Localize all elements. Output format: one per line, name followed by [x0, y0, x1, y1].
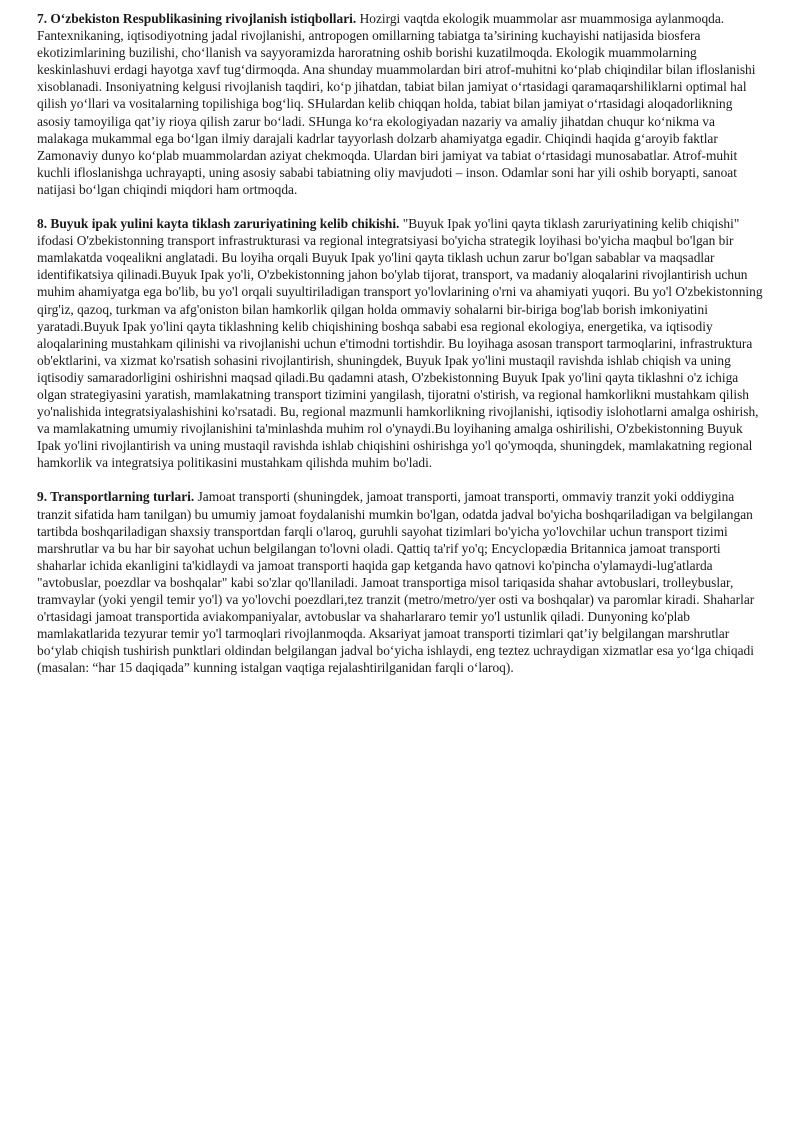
section-8-body: "Buyuk Ipak yo'lini qayta tiklash zaruriyatining kelib chiqishi" ifodasi O'zbekistonning transport infrastrukturasi va regional integratsiyasi bo'yicha strategik loyihasi bo'yicha maqbul bo'lgan bir mamlakatda voqealikni anglatadi. Bu loyiha orqali Buyuk Ipak yo'lini qayta tiklash uchun zarur bo'lgan sabablar va maqsadlar identifikatsiya qilinadi.Buyuk Ipak yo'li, O'zbekistonning jahon bo'ylab tijorat, transport, va madaniy aloqalarini rivojlantirish uchun muhim ahamiyatga ega bo'lib, bu yo'l orqali suyultiriladigan transport yo'lovlarining o'rni va ahamiyati yuqori. Bu yo'l O'zbekistonning qirg'iz, qazoq, turkman va afg'oniston bilan hamkorlik qilgan holda ommaviy sohalarni bir-biriga bog'lab borish imkoniyatini yaratadi.Buyuk Ipak yo'lini qayta tiklashning kelib chiqishining boshqa sababi esa regional ekologiya, energetika, va iqtisodiy aloqalarining mustahkam qilinishi va rivojlanishi uchun e'timodni tortishdir. Bu loyihaga asosan transport tarmoqlarini, infrastruktura ob'ektlarini, va xizmat ko'rsatish sohasini rivojlantirish, shuningdek, Buyuk Ipak yo'lini mustaqil ravishda ishlab chiqish va uning iqtisodiy samaradorligini oshirishni maqsad qiladi.Bu qadamni atash, O'zbekistonning Buyuk Ipak yo'lini qayta tiklashni o'z ichiga olgan strategiyasini yaratish, mamlakatning transport tizimini yangilash, tijoratni o'stirish, va regional hamkorlikni mustahkam qilish yo'nalishida integratsiyalashishini ko'rsatadi. Bu, regional mazmunli hamkorlikning rivojlanishi, iqtisodiy islohotlarni amalga oshirish, va mamlakatning umumiy rivojlanishini ta'minlashda muhim rol o'ynaydi.Bu loyihaning amalga oshirilishi, O'zbekistonning Buyuk Ipak yo'lini rivojlantirish va uning mustaqil ravishda ishlab chiqishini oshirishga yo'l qo'ymoqda, shuningdek, mamlakatning regional hamkorlik va integratsiya politikasini mustahkam qilishda muhim bo'ladi. — [37, 216, 763, 471]
section-7-body: Hozirgi vaqtda ekologik muammolar asr muammosiga aylanmoqda. Fantexnikaning, iqtisodiyotning jadal rivojlanishi, antropogen omillarning tabiatga ta’sirining kuchayishi natijasida biosfera ekotizimlarining buzilishi, cho‘llanish va sayyoramizda haroratning oshib borishi kuzatilmoqda. Ekologik muammolarning keskinlashuvi erdagi hayotga xavf tug‘dirmoqda. Ana shunday muammolardan biri atrof-muhitni ko‘plab chiqindilar bilan ifloslanishi xisoblanadi. Insoniyatning kelgusi rivojlanish taqdiri, ko‘p jihatdan, tabiat bilan jamiyat o‘rtasidagi qaramaqarshiliklarni optimal hal qilish yo‘llari va vositalarning topilishiga bog‘liq. SHulardan kelib chiqqan holda, tabiat bilan jamiyat o‘rtasidagi aloqadorlikning asosiy tamoyiliga qat’iy rioya qilish zarur bo‘ladi. SHunga ko‘ra ekologiyadan nazariy va amaliy jihatdan chuqur ko‘nikma va malakaga mukammal ega bo‘lgan ilmiy darajali kadrlar tayyorlash dolzarb ahamiyatga egadir. Chiqindi haqida g‘aroyib faktlar Zamonaviy dunyo ko‘plab muammolardan aziyat chekmoqda. Ulardan biri jamiyat va tabiat o‘rtasidagi munosabatlar. Atrof-muhit kuchli ifloslanishga uchrayapti, uning asosiy sababi tabiatning oliy mavjudoti – inson. Odamlar soni har yili oshib boryapti, sanoat natijasi bo‘lgan chiqindi miqdori ham ortmoqda. — [37, 11, 756, 197]
section-8-title: 8. Buyuk ipak yulini kayta tiklash zaruriyatining kelib chikishi. — [37, 216, 403, 232]
section-9 — [37, 488, 763, 676]
section-7-title: 7. O‘zbekiston Respublikasining rivojlanish istiqbollari. — [37, 11, 360, 26]
section-7 — [37, 10, 763, 198]
document-page — [37, 10, 763, 693]
section-9-title: 9. Transportlarning turlari. — [37, 489, 198, 505]
section-8 — [37, 215, 763, 471]
section-9-body: Jamoat transporti (shuningdek, jamoat transporti, jamoat transporti, ommaviy tranzit yoki oddiygina tranzit sifatida ham tanilgan) bu umumiy jamoat foydalanishi mumkin bo'lgan, odatda jadval bo'yicha boshqariladigan va belgilangan tartibda boshqariladigan shaxsiy transportdan farqli o'laroq, guruhli sayohat tizimlari bo'yicha yo'lovchilar uchun transport tizimi marshrutlar va bu har bir sayohat uchun belgilangan to'lovni oladi. Qattiq ta'rif yo'q; Encyclopædia Britannica jamoat transporti shaharlar ichida ekanligini ta'kidlaydi va jamoat transporti haqida gap ketganda havo qatnovi ko'pincha o'ylamaydi-lug'atlarda "avtobuslar, poezdlar va boshqalar" kabi so'zlar qo'llaniladi. Jamoat transportiga misol tariqasida shahar avtobuslari, trolleybuslar, tramvaylar (yoki yengil temir yo'l) va yo'lovchi poezdlari,tez tranzit (metro/metro/yer osti va boshqalar) va paromlar kiradi. Shaharlar o'rtasidagi jamoat transportida aviakompaniyalar, avtobuslar va shaharlararo temir yo'l ustunlik qiladi. Dunyoning ko'plab mamlakatlarida tezyurar temir yo'l tarmoqlari rivojlanmoqda. Aksariyat jamoat transporti tizimlari qat’iy belgilangan marshrutlar bo‘ylab chiqish tushirish punktlari oldindan belgilangan jadval bo‘yicha ishlaydi, eng teztez uchraydigan xizmatlar esa yo‘lga chiqadi (masalan: “har 15 daqiqada” kunning istalgan vaqtiga rejalashtirilganidan farqli o‘laroq). — [37, 489, 755, 676]
